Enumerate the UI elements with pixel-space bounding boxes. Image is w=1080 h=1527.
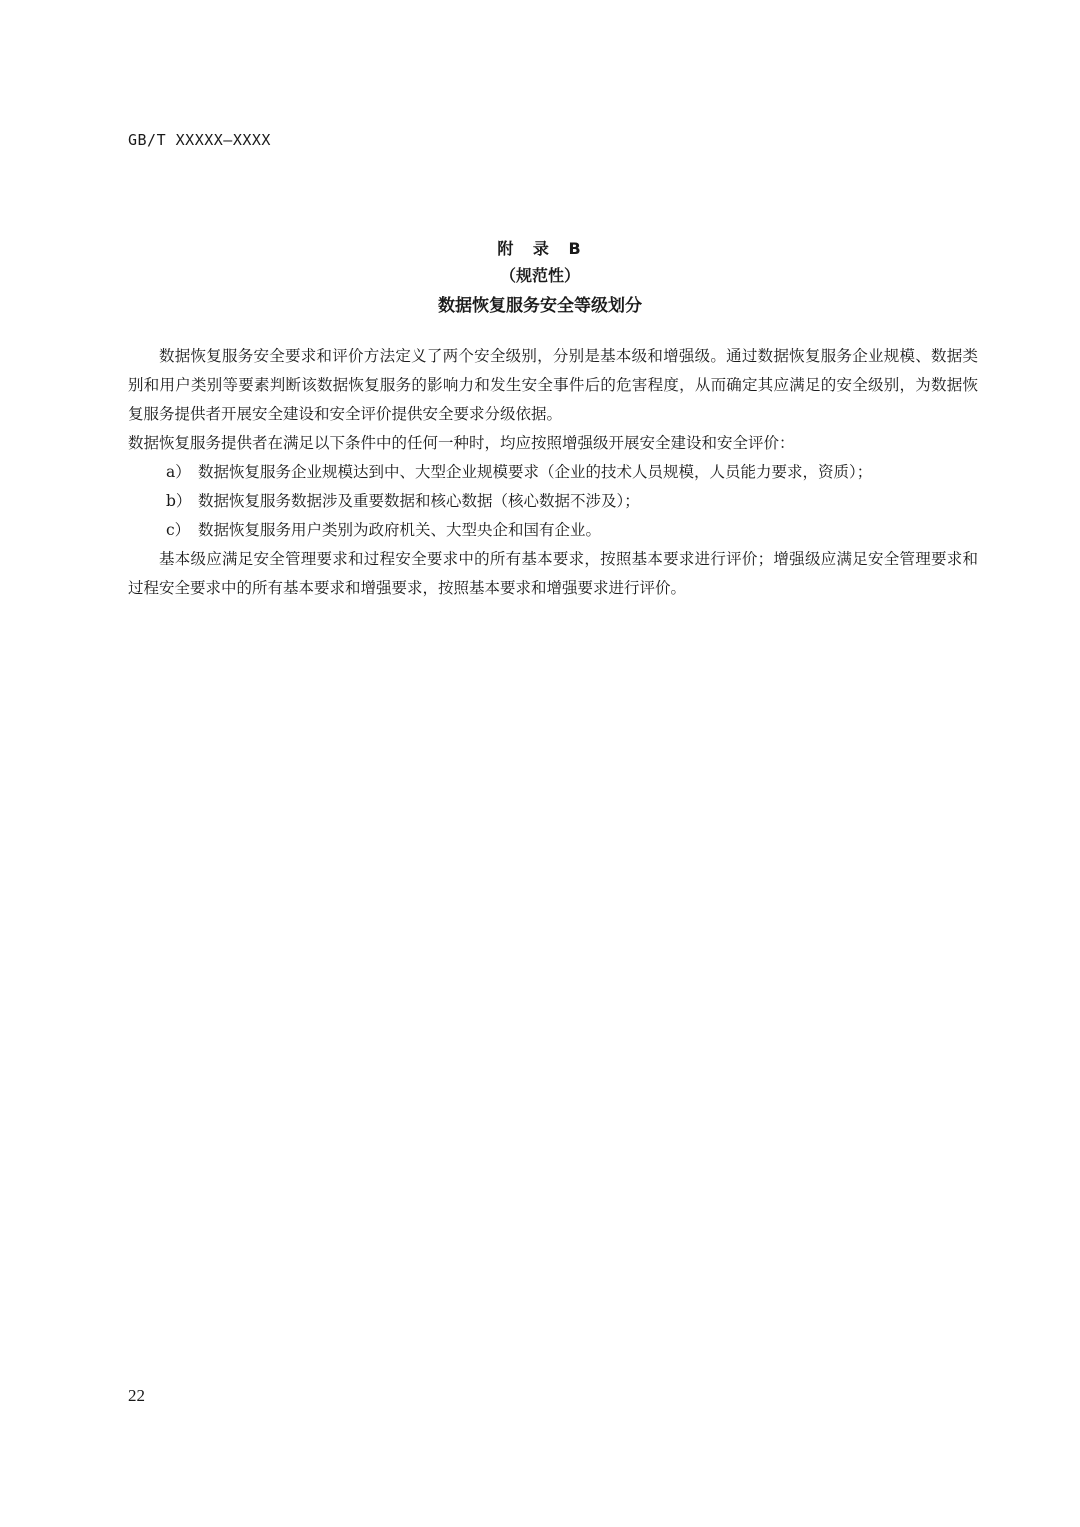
page-number: 22 — [128, 1386, 145, 1405]
condition-paragraph: 数据恢复服务提供者在满足以下条件中的任何一种时，均应按照增强级开展安全建设和安全评价： — [128, 434, 795, 452]
appendix-heading — [0, 236, 1080, 322]
list-item-text: 数据恢复服务用户类别为政府机关、大型央企和国有企业。 — [198, 521, 602, 539]
appendix-label: 附 录 B — [497, 239, 583, 258]
list-marker: a） — [166, 463, 191, 481]
standard-number-header: GB/T XXXXX—XXXX — [128, 131, 271, 149]
list-marker: b） — [166, 492, 192, 510]
intro-paragraph: 数据恢复服务安全要求和评价方法定义了两个安全级别，分别是基本级和增强级。通过数据恢复服务企业规模、数据类别和用户类别等要素判断该数据恢复服务的影响力和发生安全事件后的危害程度，从而确定其应满足的安全级别，为数据恢复服务提供者开展安全建设和安全评价提供安全要求分级依据。 — [128, 347, 978, 423]
closing-paragraph: 基本级应满足安全管理要求和过程安全要求中的所有基本要求，按照基本要求进行评价；增强级应满足安全管理要求和过程安全要求中的所有基本要求和增强要求，按照基本要求和增强要求进行评价。 — [128, 550, 978, 597]
list-marker: c） — [166, 521, 191, 539]
condition-item-c — [128, 516, 978, 545]
body-text — [128, 342, 978, 603]
list-item-text: 数据恢复服务企业规模达到中、大型企业规模要求（企业的技术人员规模，人员能力要求，资质）； — [198, 463, 873, 481]
condition-item-a — [128, 458, 978, 487]
appendix-title: 数据恢复服务安全等级划分 — [438, 296, 642, 316]
condition-item-b — [128, 487, 978, 516]
appendix-nature: （规范性） — [499, 266, 580, 285]
list-item-text: 数据恢复服务数据涉及重要数据和核心数据（核心数据不涉及）； — [198, 492, 640, 510]
